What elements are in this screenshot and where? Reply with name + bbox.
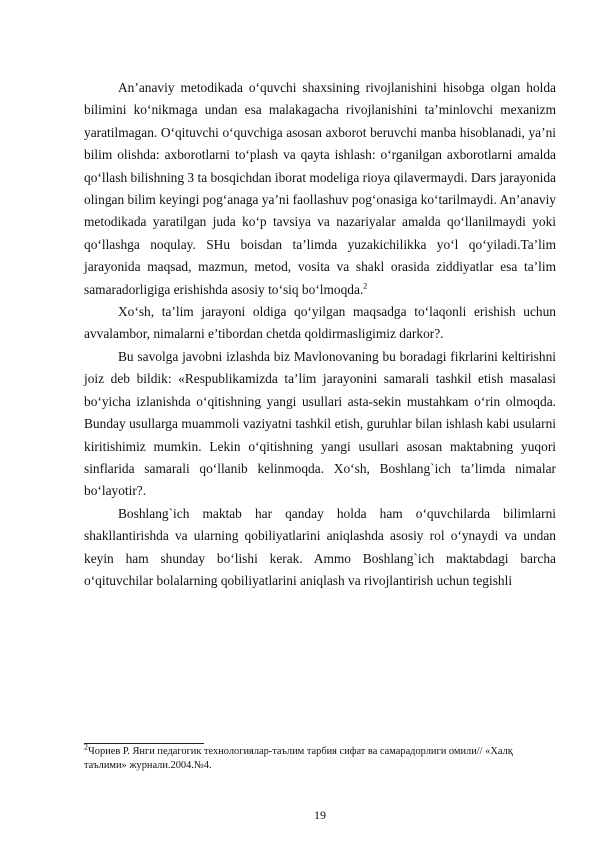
footnote-text: Чориев Р. Янги педагогик технологиялар-таълим тарбия сифат ва самарадорлиги омили// «Халқ таълими» журнали.2004.№4.	[84, 746, 513, 771]
paragraph-1-text: An’anaviy metodikada o‘quvchi shaxsining rivojlanishini hisobga olgan holda bilimini ko‘nikmaga undan esa malakagacha rivojlanishini ta’minlovchi mexanizm yaratilmagan. O‘qituvchi o‘quvchiga asosan axborot beruvchi manba hisoblanadi, ya’ni bilim olishda: axborotlarni to‘plash va qayta ishlash: o‘rganilgan axborotlarni amalda qo‘llash bilishning 3 ta bosqichdan iborat modeliga rioya qilavermaydi. Dars jarayonida olingan bilim keyingi pog‘anaga ya’ni faollashuv pog‘onasiga ko‘tarilmaydi. An’anaviy metodikada yaratilgan juda ko‘p tavsiya va nazariyalar amalda qo‘llanilmaydi yoki qo‘llashga noqulay. SHu boisdan ta’limda yuzakichilikka yo‘l qo‘yiladi.Ta’lim jarayonida maqsad, mazmun, metod, vosita va shakl orasida ziddiyatlar esa ta’lim samaradorligiga erishishda asosiy to‘siq bo‘lmoqda.	[84, 80, 556, 297]
footnote-reference: 2	[363, 281, 368, 291]
footnote	[84, 742, 556, 773]
footnote-number: 2	[84, 742, 88, 752]
body-text	[84, 77, 556, 592]
paragraph-4: Boshlang`ich maktab har qanday holda ham o‘quvchilarda bilimlarni shakllantirishda va ularning qobiliyatlarini aniqlashda asosiy rol o‘ynaydi va undan keyin ham shunday bo‘lishi kerak. Ammo Boshlang`ich maktabdagi barcha o‘qituvchilar bolalarning qobiliyatlarini aniqlash va rivojlantirish uchun tegishli	[84, 505, 556, 588]
footnote-separator	[84, 743, 204, 744]
page-number: 19	[314, 808, 326, 822]
paragraph-1	[84, 77, 556, 301]
paragraph-3: Bu savolga javobni izlashda biz Mavlonovaning bu boradagi fikrlarini keltirishni joiz deb bildik: «Respublikamizda ta’lim jarayonini samarali tashkil etish masalasi bo‘yicha izlanishda o‘qitishning yangi usullari asta-sekin mustahkam o‘rin olmoqda. Bunday usullarga muammoli vaziyatni tashkil etish, guruhlar bilan ishlash kabi usularni kiritishimiz mumkin. Lekin o‘qitishning yangi usullari asosan maktabning yuqori sinflarida samarali qo‘llanib kelinmoqda. Xo‘sh, Boshlang`ich ta’limda nimalar bo‘layotir?.	[84, 348, 556, 499]
paragraph-2: Xo‘sh, ta’lim jarayoni oldiga qo‘yilgan maqsadga to‘laqonli erishish uchun avvalambor, nimalarni e’tibordan chetda qoldirmasligimiz darkor?.	[84, 304, 556, 342]
